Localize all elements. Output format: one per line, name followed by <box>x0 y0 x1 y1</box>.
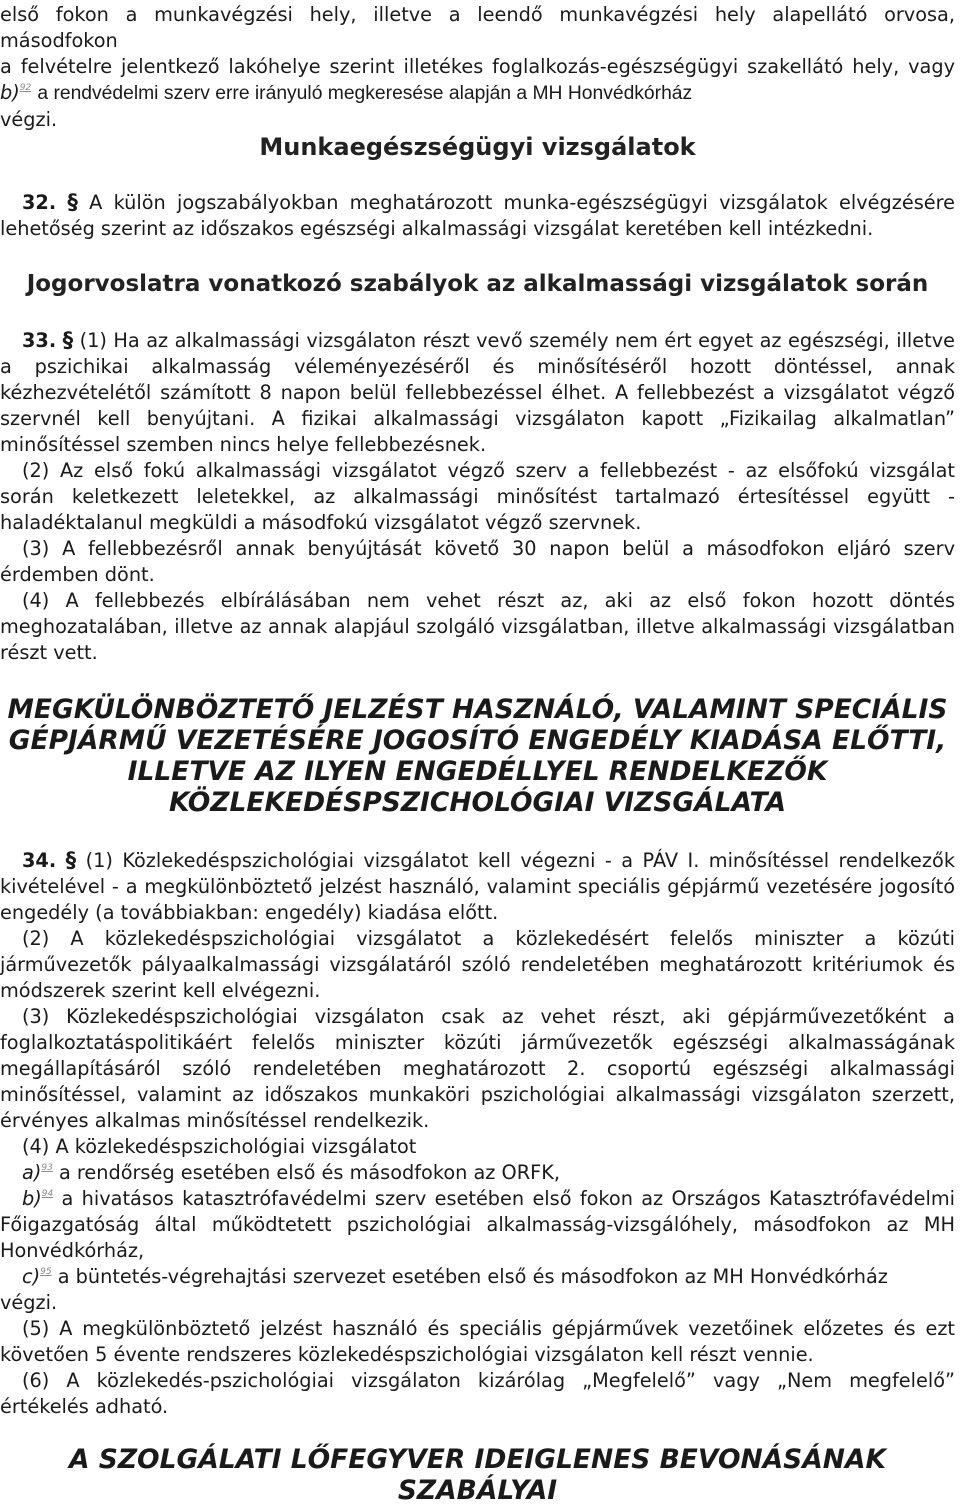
intro-line-2: a felvételre jelentkező lakóhelye szerint illetékes foglalkozás-egészségügyi szakellátó hely, vagy <box>0 55 955 78</box>
section-34-para-5: (5) A megkülönböztető jelzést használó és speciális gépjárművek vezetőinek előzetes és ezt követően 5 évente rendszeres közlekedéspszichológiai vizsgálaton kell részt vennie. <box>0 1317 955 1366</box>
section-33-para-3: (3) A fellebbezésről annak benyújtását követő 30 napon belül a másodfokon eljáró szerv érdemben dönt. <box>0 537 955 586</box>
section-32-block <box>0 189 955 242</box>
section-33-para-4: (4) A fellebbezés elbírálásában nem vehet részt az, aki az első fokon hozott döntés meghozatalában, illetve az annak alapjául szolgáló vizsgálatban, illetve alkalmassági vizsgálatban részt vett. <box>0 589 955 664</box>
item-b-text: a rendvédelmi szerv erre irányuló megkeresése alapján a MH Honvédkórház <box>37 83 693 104</box>
chapter-title-line-3: ILLETVE AZ ILYEN ENGEDÉLLYEL RENDELKEZŐK <box>127 756 828 787</box>
item-b-text: a hivatásos katasztrófavédelmi szerv esetében első fokon az Országos Katasztrófavédelmi Főigazgatóság által működtetett pszichológiai alkalmasság-vizsgálóhely, másodfokon az MH Honvédkórház, <box>0 1187 955 1262</box>
section-32-text <box>0 189 955 242</box>
section-34-para-6: (6) A közlekedés-pszichológiai vizsgálaton kizárólag „Megfelelő” vagy „Nem megfelelő” értékelés adható. <box>0 1369 955 1418</box>
section-32-title: Munkaegészségügyi vizsgálatok <box>259 133 696 161</box>
item-b-label: b) <box>0 81 20 104</box>
item-c-label: c) <box>22 1265 41 1288</box>
chapter-title-line-1: MEGKÜLÖNBÖZTETŐ JELZÉST HASZNÁLÓ, VALAMINT SPECIÁLIS <box>7 694 948 725</box>
footnote-ref-95[interactable]: 95 <box>40 1267 52 1277</box>
chapter-title-line-2: GÉPJÁRMŰ VEZETÉSÉRE JOGOSÍTÓ ENGEDÉLY KIADÁSA ELŐTTI, <box>8 725 947 756</box>
section-34-symbol: § <box>65 848 77 872</box>
section-33-title: Jogorvoslatra vonatkozó szabályok az alkalmassági vizsgálatok során <box>26 271 929 297</box>
chapter-title-line-4: KÖZLEKEDÉSPSZICHOLÓGIAI VIZSGÁLATA <box>168 787 787 818</box>
section-34-end: végzi. <box>0 1291 58 1314</box>
footnote-ref-93[interactable]: 93 <box>41 1163 53 1173</box>
section-33-para-1 <box>0 327 955 458</box>
intro-end: végzi. <box>0 108 58 131</box>
item-a-text: a rendőrség esetében első és másodfokon az ORFK, <box>58 1161 560 1184</box>
section-33-para-1-body: (1) Ha az alkalmassági vizsgálaton részt vevő személy nem ért egyet az egészségi, illetve a pszichikai alkalmasság véleményezéséről és minősítéséről hozott döntéssel, annak kézhezvételétől számított 8 napon belül fellebbezéssel élhet. A fellebbezést a vizsgálatot végző szervnél kell benyújtani. A fizikai alkalmassági vizsgálaton kapott „Fizikailag alkalmatlan” minősítéssel szemben nincs helye fellebbezésnek. <box>0 329 955 456</box>
section-34-number: 34. <box>22 849 57 872</box>
section-34-item-b <box>0 1186 955 1264</box>
item-a-label: a) <box>22 1161 42 1184</box>
footnote-ref-92[interactable]: 92 <box>19 83 32 93</box>
section-34-item-a <box>0 1160 955 1186</box>
next-chapter-title: A SZOLGÁLATI LŐFEGYVER IDEIGLENES BEVONÁSÁNAK SZABÁLYAI <box>69 1444 886 1506</box>
intro-block <box>0 2 955 133</box>
section-32-body: A külön jogszabályokban meghatározott munka-egészségügyi vizsgálatok elvégzésére lehetőség szerint az időszakos egészségi alkalmassági vizsgálat keretében kell intézkedni. <box>0 191 955 240</box>
section-34-para-1-body: (1) Közlekedéspszichológiai vizsgálatot kell végezni - a PÁV I. minősítéssel rendelkezők kivételével - a megkülönböztető jelzést használó, valamint speciális gépjármű vezetésére jogosító engedély (a továbbiakban: engedély) kiadása előtt. <box>0 849 955 924</box>
section-34-para-1 <box>0 847 955 926</box>
section-33-number: 33. <box>22 329 57 352</box>
section-33-symbol: § <box>62 328 74 352</box>
section-32-symbol: § <box>67 190 78 214</box>
section-33-para-2: (2) Az első fokú alkalmassági vizsgálatot végző szerv a fellebbezést - az elsőfokú vizsgálat során keletkezett leletekkel, az alkalmassági minősítést tartalmazó értesítéssel együtt - haladéktalanul megküldi a másodfokú vizsgálatot végző szervnek. <box>0 459 955 534</box>
item-b-label: b) <box>22 1187 42 1210</box>
item-c-text: a büntetés-végrehajtási szervezet esetében első és másodfokon az MH Honvédkórház <box>57 1265 888 1288</box>
section-33-block <box>0 327 955 666</box>
section-34-para-4: (4) A közlekedéspszichológiai vizsgálatot <box>22 1135 417 1158</box>
section-34-block <box>0 847 955 1420</box>
section-34-para-2: (2) A közlekedéspszichológiai vizsgálatot a közlekedésért felelős miniszter a közúti járművezetők pályaalkalmassági vizsgálatáról szóló rendeletében meghatározott kritériumok és módszerek szerint kell elvégezni. <box>0 927 955 1002</box>
section-34-para-3: (3) Közlekedéspszichológiai vizsgálaton csak az vehet részt, aki gépjárművezetőként a foglalkoztatáspolitikáért felelős miniszter közúti járművezetők egészségi alkalmasságának megállapításáról szóló rendeletében meghatározott 2. csoportú egészségi alkalmassági minősítéssel, valamint az időszakos munkaköri pszichológiai alkalmassági vizsgálaton szerzett, érvényes alkalmas minősítéssel rendelkezik. <box>0 1005 955 1132</box>
section-34-item-c <box>0 1264 955 1290</box>
chapter-title <box>0 694 955 818</box>
footnote-ref-94[interactable]: 94 <box>41 1189 54 1199</box>
section-32-number: 32. <box>22 191 57 214</box>
intro-item-b <box>0 80 955 107</box>
intro-line-1: első fokon a munkavégzési hely, illetve a leendő munkavégzési hely alapellátó orvosa, másodfokon <box>0 3 955 52</box>
